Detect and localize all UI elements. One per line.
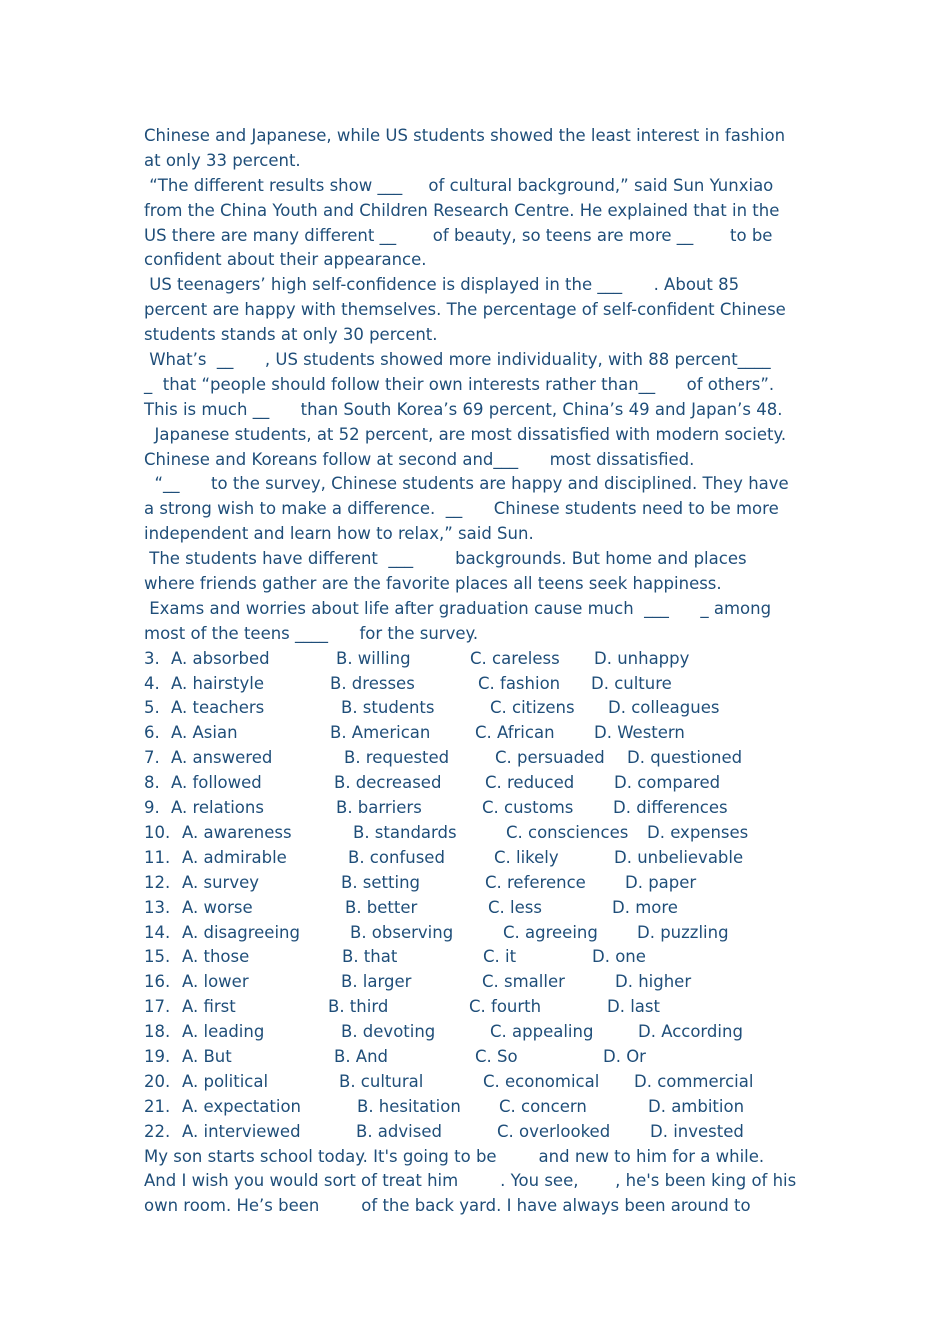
option-c: C. reference [485,872,586,892]
question-number: 21. [144,1096,171,1116]
question-number: 5. [144,698,160,718]
question-list [144,647,824,1145]
option-c: C. citizens [490,698,575,718]
option-c: C. likely [494,847,559,867]
option-c: C. fashion [478,673,561,693]
option-b: B. observing [350,922,454,942]
question-row [144,970,824,995]
option-d: D. commercial [634,1071,754,1091]
option-a: A. Asian [171,723,238,743]
option-a: A. political [182,1071,269,1091]
passage-line: Exams and worries about life after graduation cause much ___ _ among [144,598,772,618]
option-d: D. ambition [648,1096,745,1116]
option-a: A. followed [171,773,262,793]
option-c: C. careless [470,648,560,668]
option-d: D. unhappy [594,648,690,668]
option-b: B. setting [341,872,421,892]
option-c: C. smaller [482,972,565,992]
option-d: D. unbelievable [614,847,744,867]
passage-line: This is much __ than South Korea’s 69 percent, China’s 49 and Japan’s 48. [144,399,783,419]
option-b: B. decreased [334,773,442,793]
option-a: A. hairstyle [171,673,264,693]
question-row [144,647,824,672]
option-b: B. students [341,698,435,718]
option-c: C. economical [483,1071,600,1091]
question-number: 11. [144,847,171,867]
option-b: B. standards [353,822,457,842]
option-b: B. better [345,897,418,917]
question-row [144,896,824,921]
option-d: D. more [612,897,678,917]
question-number: 4. [144,673,160,693]
passage-line: percent are happy with themselves. The percentage of self-confident Chinese [144,300,786,320]
option-a: A. admirable [182,847,287,867]
question-number: 16. [144,972,171,992]
option-b: B. confused [348,847,445,867]
question-row [144,945,824,970]
option-d: D. puzzling [637,922,729,942]
passage-line: students stands at only 30 percent. [144,325,438,345]
question-number: 10. [144,822,171,842]
passage-line: The students have different ___ backgrounds. But home and places [144,549,747,569]
passage-line: And I wish you would sort of treat him . You see, , he's been king of his [144,1171,797,1191]
option-c: C. concern [499,1096,587,1116]
option-c: C. it [483,947,517,967]
passage-line: US there are many different __ of beauty, so teens are more __ to be [144,225,773,245]
passage-line: What’s __ , US students showed more individuality, with 88 percent____ [144,350,771,370]
option-d: D. compared [614,773,721,793]
question-number: 18. [144,1022,171,1042]
option-b: B. third [328,997,389,1017]
question-row [144,1070,824,1095]
passage-line: confident about their appearance. [144,250,427,270]
passage-line: Chinese and Japanese, while US students showed the least interest in fashion [144,126,786,145]
option-d: D. differences [613,798,728,818]
question-row [144,921,824,946]
passage-line: “__ to the survey, Chinese students are happy and disciplined. They have [144,474,789,494]
question-row [144,1095,824,1120]
passage-line: a strong wish to make a difference. __ Chinese students need to be more [144,499,779,519]
question-number: 8. [144,773,160,793]
question-row [144,696,824,721]
passage-line: My son starts school today. It's going to be and new to him for a while. [144,1146,765,1166]
option-b: B. larger [341,972,412,992]
option-d: D. last [607,997,660,1017]
next-passage-text [144,1145,824,1220]
option-c: C. customs [482,798,574,818]
passage-line: at only 33 percent. [144,150,301,170]
option-a: A. worse [182,897,253,917]
passage-line: Chinese and Koreans follow at second and___ most dissatisfied. [144,449,695,469]
question-row [144,672,824,697]
question-number: 17. [144,997,171,1017]
option-a: A. survey [182,872,260,892]
option-d: D. According [638,1022,743,1042]
question-row [144,771,824,796]
question-row [144,796,824,821]
option-a: A. first [182,997,236,1017]
option-d: D. expenses [647,822,749,842]
option-d: D. Or [603,1046,646,1066]
option-a: A. relations [171,798,264,818]
option-b: B. that [342,947,398,967]
option-b: B. hesitation [357,1096,461,1116]
passage-line: most of the teens ____ for the survey. [144,623,479,643]
passage-line: _ that “people should follow their own interests rather than__ of others”. [144,374,775,394]
passage-text [144,124,824,647]
passage-line: independent and learn how to relax,” said Sun. [144,524,534,544]
option-b: B. requested [344,748,450,768]
option-d: D. one [592,947,646,967]
question-number: 13. [144,897,171,917]
option-c: C. So [475,1046,518,1066]
option-a: A. absorbed [171,648,270,668]
option-b: B. And [334,1046,389,1066]
option-d: D. Western [594,723,685,743]
option-a: A. answered [171,748,273,768]
option-c: C. fourth [469,997,542,1017]
option-a: A. awareness [182,822,292,842]
passage-line: where friends gather are the favorite places all teens seek happiness. [144,574,722,594]
question-row [144,1120,824,1145]
option-b: B. advised [356,1121,442,1141]
option-b: B. dresses [330,673,415,693]
question-number: 3. [144,648,160,668]
option-d: D. culture [591,673,672,693]
question-row [144,995,824,1020]
option-b: B. willing [336,648,411,668]
passage-line: from the China Youth and Children Research Centre. He explained that in the [144,200,780,220]
question-number: 22. [144,1121,171,1141]
passage-line: own room. He’s been of the back yard. I have always been around to [144,1196,751,1216]
option-a: A. leading [182,1022,265,1042]
option-a: A. teachers [171,698,265,718]
option-c: C. persuaded [495,748,605,768]
question-number: 12. [144,872,171,892]
question-row [144,821,824,846]
question-number: 15. [144,947,171,967]
question-number: 20. [144,1071,171,1091]
question-number: 6. [144,723,160,743]
option-c: C. consciences [506,822,629,842]
question-number: 7. [144,748,160,768]
option-a: A. lower [182,972,249,992]
option-d: D. colleagues [608,698,720,718]
question-row [144,846,824,871]
option-b: B. American [330,723,431,743]
option-c: C. agreeing [503,922,598,942]
option-c: C. less [488,897,542,917]
option-a: A. expectation [182,1096,301,1116]
question-number: 19. [144,1046,171,1066]
option-b: B. cultural [339,1071,424,1091]
option-a: A. those [182,947,250,967]
option-d: D. paper [625,872,697,892]
question-row [144,721,824,746]
question-row [144,746,824,771]
option-b: B. barriers [336,798,422,818]
question-row [144,1045,824,1070]
question-row [144,871,824,896]
option-a: A. But [182,1046,232,1066]
option-c: C. African [475,723,555,743]
option-b: B. devoting [341,1022,436,1042]
passage-line: Japanese students, at 52 percent, are most dissatisfied with modern society. [144,424,787,444]
passage-line: US teenagers’ high self-confidence is displayed in the ___ . About 85 [144,275,740,295]
option-d: D. higher [615,972,692,992]
option-d: D. invested [650,1121,744,1141]
question-number: 14. [144,922,171,942]
option-c: C. reduced [485,773,575,793]
option-d: D. questioned [627,748,743,768]
option-c: C. appealing [490,1022,594,1042]
question-number: 9. [144,798,160,818]
document-page [144,124,824,1219]
option-c: C. overlooked [497,1121,611,1141]
option-a: A. disagreeing [182,922,300,942]
option-a: A. interviewed [182,1121,301,1141]
passage-line: “The different results show ___ of cultural background,” said Sun Yunxiao [144,175,774,195]
question-row [144,1020,824,1045]
